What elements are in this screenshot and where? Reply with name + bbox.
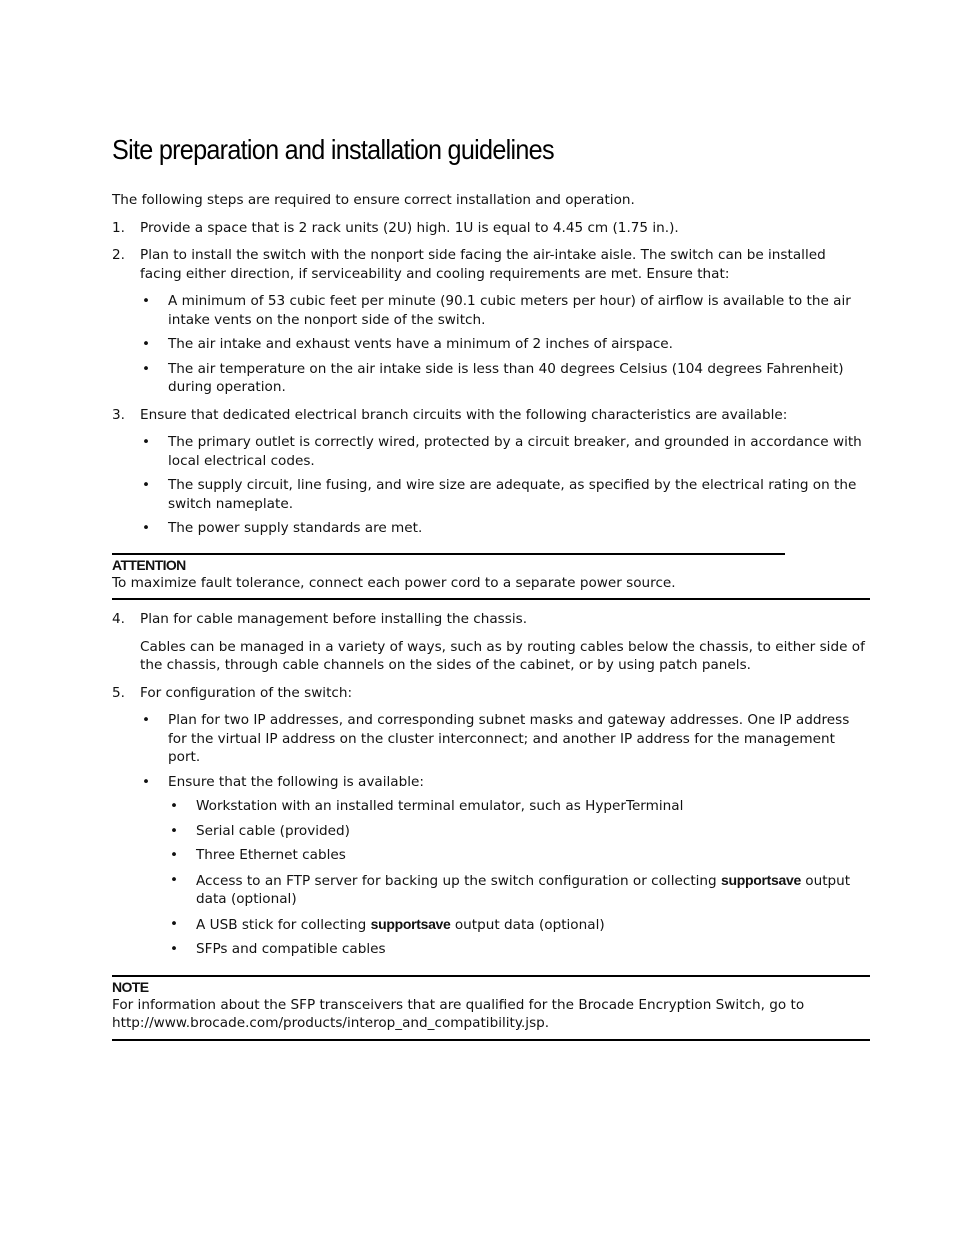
text-run: output data (optional) (450, 916, 605, 933)
bullet-glyph: • (142, 434, 151, 450)
step-text: Ensure that dedicated electrical branch circuits with the following characteristics are available: (140, 406, 788, 423)
bullet-glyph: • (142, 712, 151, 728)
intro-text: The following steps are required to ensure correct installation and operation. (112, 192, 635, 208)
step-text: Plan to install the switch with the nonport side facing the air-intake aisle. The switch can be installed facing either direction, if serviceability and cooling requirements are met. Ensure that: (140, 247, 826, 282)
steps-list-1 (112, 219, 870, 538)
sub-bullet-text: Workstation with an installed terminal emulator, such as HyperTerminal (196, 798, 684, 814)
page-title: Site preparation and installation guidelines (112, 134, 554, 165)
step-text: Plan for cable management before installing the chassis. (140, 611, 528, 627)
attention-box (112, 553, 785, 593)
text-run: Access to an FTP server for backing up the switch configuration or collecting (196, 872, 721, 889)
step-paragraph: Cables can be managed in a variety of ways, such as by routing cables below the chassis, to either side of the chassis, through cable channels on the sides of the cabinet, or by using patch panels. (140, 638, 865, 673)
bullet-glyph: • (170, 798, 179, 814)
bullet-text: The air temperature on the air intake side is less than 40 degrees Celsius (104 degrees Fahrenheit) during operation. (168, 360, 844, 395)
page-content (112, 130, 870, 1041)
note-box (112, 975, 870, 1033)
bullet-glyph: • (170, 871, 179, 888)
bullet-glyph: • (170, 847, 179, 863)
step-text: Provide a space that is 2 rack units (2U) high. 1U is equal to 4.45 cm (1.75 in.). (140, 219, 679, 236)
note-text: For information about the SFP transceivers that are qualified for the Brocade Encryption Switch, go to http://www.brocade.com/products/interop_and_compatibility.jsp. (112, 996, 805, 1031)
bullet-item (140, 519, 870, 538)
bullet-item (140, 711, 870, 767)
bullet-glyph: • (142, 477, 151, 493)
step-number: 2. (112, 247, 125, 263)
bullet-item (140, 773, 870, 959)
bullet-text: Ensure that the following is available: (168, 773, 424, 790)
step-number: 4. (112, 611, 125, 627)
step-number: 3. (112, 406, 125, 423)
sub-bullet-text: Serial cable (provided) (196, 822, 350, 839)
sub-bullet-text (196, 915, 605, 935)
sub-bullet-text (196, 871, 870, 909)
sub-bullet-text: Three Ethernet cables (196, 847, 346, 863)
sub-bullet-text: SFPs and compatible cables (196, 941, 386, 957)
note-label: NOTE (112, 978, 149, 995)
bullet-item (140, 476, 870, 513)
step-1 (112, 219, 870, 238)
command-name: supportsave (370, 915, 451, 932)
step-3 (112, 406, 870, 538)
bullet-text: The power supply standards are met. (168, 520, 423, 536)
step-number: 1. (112, 219, 125, 236)
attention-label: ATTENTION (112, 556, 186, 573)
bullet-glyph: • (142, 293, 151, 309)
attention-bottom-rule (112, 598, 870, 600)
bullet-glyph: • (170, 941, 179, 957)
bullet-glyph: • (142, 336, 151, 352)
step-text: For configuration of the switch: (140, 684, 353, 701)
text-run: A USB stick for collecting (196, 916, 371, 933)
step-2 (112, 246, 870, 397)
bullet-glyph: • (142, 773, 151, 790)
bullet-text: The primary outlet is correctly wired, protected by a circuit breaker, and grounded in accordance with local electrical codes. (168, 434, 862, 469)
sub-bullet-item (168, 846, 870, 865)
sub-bullet-item (168, 915, 870, 935)
bullet-glyph: • (142, 520, 151, 536)
note-bottom-rule (112, 1039, 870, 1041)
sub-bullet-item (168, 940, 870, 959)
bullet-text: The supply circuit, line fusing, and wire size are adequate, as specified by the electrical rating on the switch nameplate. (168, 477, 857, 512)
bullet-item (140, 335, 870, 354)
bullet-glyph: • (170, 822, 179, 839)
bullet-text: A minimum of 53 cubic feet per minute (90.1 cubic meters per hour) of airflow is available to the air intake vents on the nonport side of the switch. (168, 293, 851, 328)
command-name: supportsave (721, 871, 801, 888)
text-run: output data (optional) (196, 872, 851, 907)
sub-bullet-item (168, 797, 870, 816)
attention-text: To maximize fault tolerance, connect each power cord to a separate power source. (112, 574, 676, 591)
bullet-glyph: • (142, 360, 151, 377)
sub-bullet-item (168, 871, 870, 909)
step-5 (112, 684, 870, 959)
bullet-item (140, 433, 870, 470)
step-4 (112, 610, 870, 675)
step-number: 5. (112, 684, 125, 701)
bullet-glyph: • (170, 915, 179, 932)
bullet-item (140, 360, 870, 397)
bullet-item (140, 292, 870, 329)
bullet-text: The air intake and exhaust vents have a minimum of 2 inches of airspace. (168, 336, 673, 352)
sub-bullet-item (168, 822, 870, 841)
bullet-text: Plan for two IP addresses, and corresponding subnet masks and gateway addresses. One IP address for the virtual IP address on the cluster interconnect; and another IP address for the management port. (168, 712, 850, 765)
